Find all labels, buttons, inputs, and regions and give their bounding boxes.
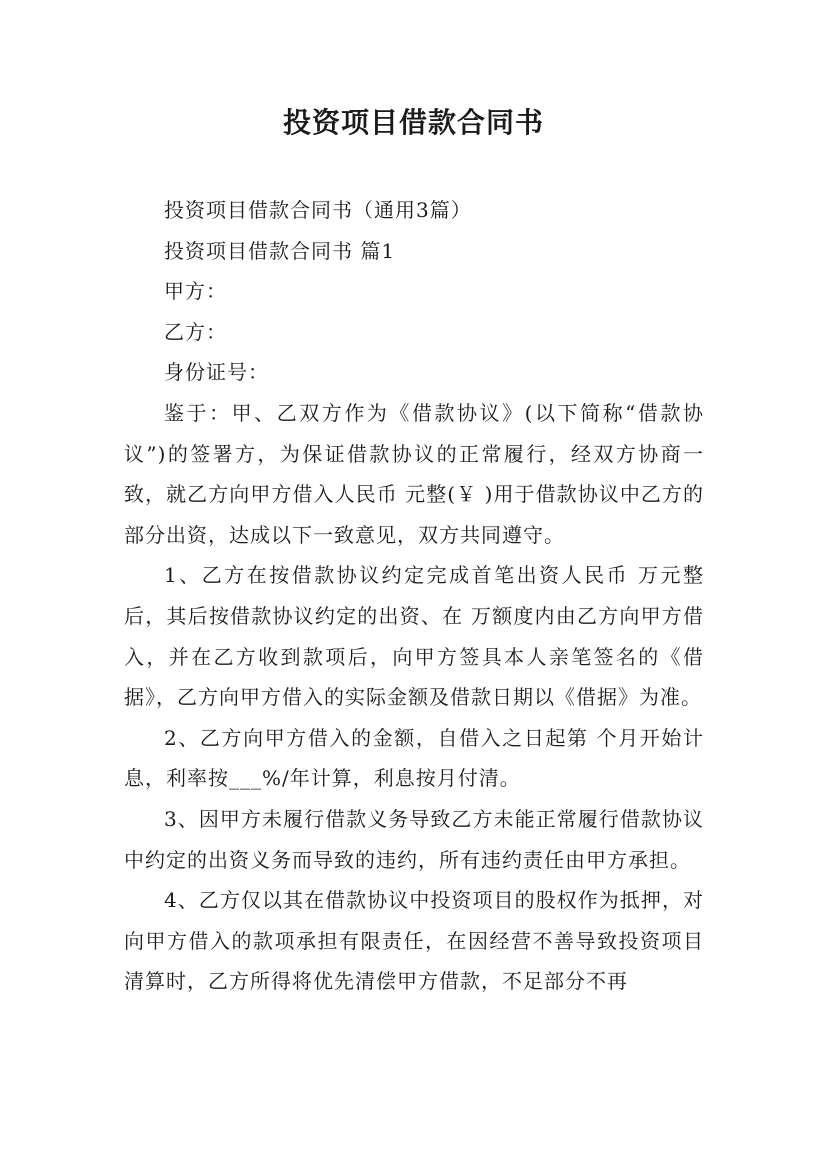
- document-body: [124, 190, 704, 1002]
- paragraph-subtitle: 投资项目借款合同书（通用3篇）: [164, 198, 472, 222]
- paragraph-clause-4: 4、乙方仅以其在借款协议中投资项目的股权作为抵押，对向甲方借入的款项承担有限责任，在因经营不善导致投资项目清算时，乙方所得将优先清偿甲方借款，不足部分不再: [124, 888, 704, 994]
- paragraph-id-number: 身份证号：: [164, 360, 269, 385]
- paragraph-party-a: 甲方：: [164, 279, 227, 304]
- paragraph-clause-3: 3、因甲方未履行借款义务导致乙方未能正常履行借款协议中约定的出资义务而导致的违约，所有违约责任由甲方承担。: [124, 806, 704, 872]
- paragraph-party-b: 乙方：: [164, 319, 227, 344]
- paragraph-section-heading: 投资项目借款合同书 篇1: [164, 238, 396, 263]
- paragraph-preamble: 鉴于：甲、乙双方作为《借款协议》(以下简称“借款协议”)的签署方，为保证借款协议的正常履行，经双方协商一致，就乙方向甲方借入人民币 元整(￥ )用于借款协议中乙方的部分出资，达成以下一致意见，双方共同遵守。: [124, 400, 704, 547]
- paragraph-clause-1: 1、乙方在按借款协议约定完成首笔出资人民币 万元整后，其后按借款协议约定的出资、在 万额度内由乙方向甲方借入，并在乙方收到款项后，向甲方签具本人亲笔签名的《借据》，乙方向甲方借入的实际金额及借款日期以《借据》为准。: [124, 563, 704, 710]
- document-title: 投资项目借款合同书: [282, 106, 544, 139]
- paragraph-clause-2: 2、乙方向甲方借入的金额，自借入之日起第 个月开始计息，利率按___%/年计算，利息按月付清。: [124, 725, 704, 791]
